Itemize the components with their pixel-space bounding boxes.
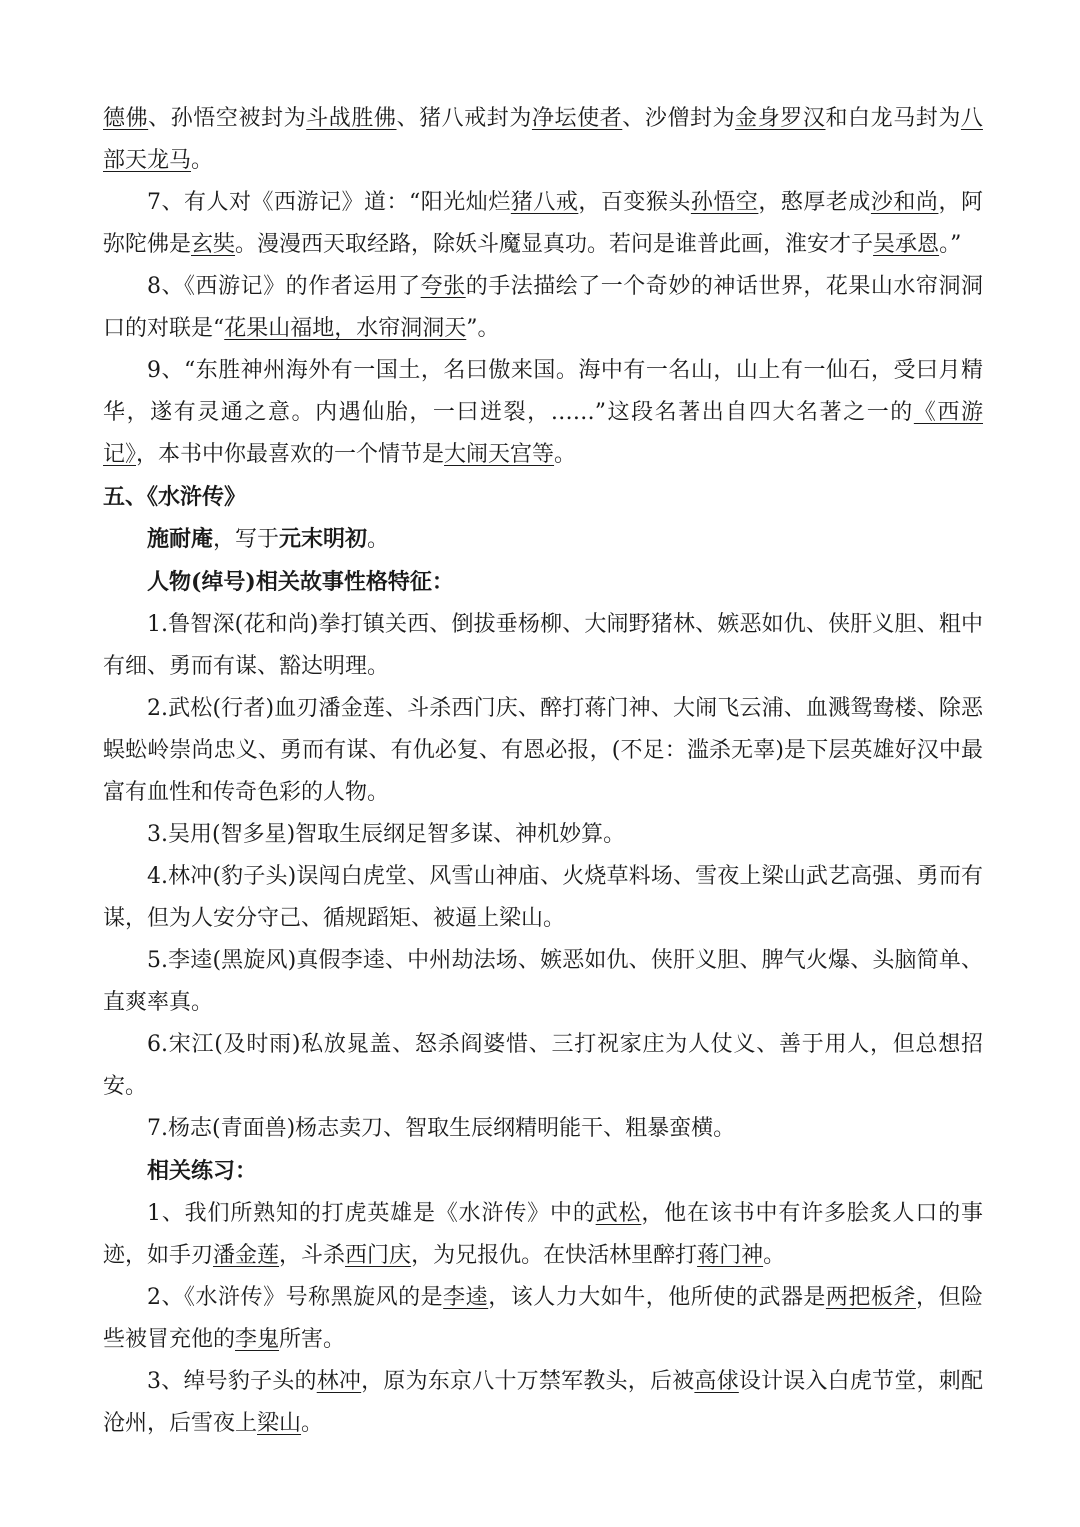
- text-run: 1、我们所熟知的打虎英雄是《水浒传》中的: [147, 1201, 596, 1226]
- text-run: 4.林冲(豹子头)误闯白虎堂、风雪山神庙、火烧草料场、雪夜上梁山武艺高强、勇而有谋，但为人安分守己、循规蹈矩、被逼上梁山。: [103, 864, 983, 931]
- text-run: 设计误入白虎节堂，刺配沧州，后雪夜上: [103, 1369, 983, 1436]
- paragraph-p-c7: [103, 1108, 983, 1150]
- answer-underlined: 八部天龙马: [103, 106, 983, 173]
- answer-underlined: 高俅: [694, 1369, 739, 1394]
- paragraph-p-c6: [103, 1024, 983, 1108]
- text-run: ”。: [466, 316, 500, 341]
- text-run: 5.李逵(黑旋风)真假李逵、中州劫法场、嫉恶如仇、侠肝义胆、脾气火爆、头脑简单、直爽率真。: [103, 948, 983, 1015]
- text-run: 、猪八戒封为: [396, 106, 532, 131]
- bold-text: 人物(绰号)相关故事性格特征：: [147, 569, 454, 595]
- text-run: 、沙僧封为: [622, 106, 736, 131]
- text-run: 3.吴用(智多星)智取生辰纲足智多谋、神机妙算。: [147, 822, 626, 847]
- text-run: 。: [367, 527, 390, 552]
- answer-underlined: 德佛: [103, 106, 149, 131]
- text-run: 。: [191, 148, 214, 173]
- answer-underlined: 玄奘: [191, 232, 236, 257]
- answer-underlined: 金身罗汉: [735, 106, 826, 131]
- answer-underlined: 大闹天宫等: [444, 442, 555, 467]
- text-run: 。: [763, 1243, 786, 1268]
- answer-underlined: 两把板斧: [825, 1285, 916, 1310]
- answer-underlined: 《西游记》: [103, 400, 983, 467]
- answer-underlined: 沙和尚: [870, 190, 939, 215]
- paragraph-p-c4: [103, 856, 983, 940]
- answer-underlined: 夸张: [420, 274, 466, 299]
- text-run: ，该人力大如牛，他所使的武器是: [488, 1285, 826, 1310]
- text-run: 所害。: [279, 1327, 346, 1352]
- paragraph-p-author: [103, 518, 983, 561]
- answer-underlined: 李逵: [443, 1285, 489, 1310]
- text-run: ，百变猴头: [578, 190, 691, 215]
- answer-underlined: 净坛使者: [531, 106, 623, 131]
- paragraph-p-c1: [103, 604, 983, 688]
- text-run: 7、有人对《西游记》道：“阳光灿烂: [147, 190, 511, 215]
- bold-text: 施耐庵: [147, 526, 214, 552]
- answer-underlined: 蒋门神: [697, 1243, 764, 1268]
- text-run: 、孙悟空被封为: [148, 106, 307, 131]
- text-run: 3、绰号豹子头的: [147, 1369, 317, 1394]
- text-run: 1.鲁智深(花和尚)拳打镇关西、倒拔垂杨柳、大闹野猪林、嫉恶如仇、侠肝义胆、粗中有细、勇而有谋、豁达明理。: [103, 612, 983, 679]
- text-run: 8、《西游记》的作者运用了: [147, 274, 421, 299]
- document-page: [103, 98, 983, 1445]
- text-run: 2.武松(行者)血刃潘金莲、斗杀西门庆、醉打蒋门神、大闹飞云浦、血溅鸳鸯楼、除恶蜈蚣岭崇尚忠义、勇而有谋、有仇必复、有恩必报，(不足：滥杀无辜)是下层英雄好汉中最富有血性和传奇色彩的人物。: [103, 696, 983, 805]
- text-run: ，原为东京八十万禁军教头，后被: [361, 1369, 695, 1394]
- paragraph-p-7: [103, 182, 983, 266]
- paragraph-p-c5: [103, 940, 983, 1024]
- answer-underlined: 武松: [595, 1201, 642, 1226]
- text-run: 和白龙马封为: [825, 106, 961, 131]
- bold-text: 元末明初: [279, 526, 368, 552]
- text-run: 7.杨志(青面兽)杨志卖刀、智取生辰纲精明能干、粗暴蛮横。: [147, 1116, 736, 1141]
- text-run: 。: [554, 442, 577, 467]
- text-run: 。: [301, 1411, 324, 1436]
- paragraph-p-8: [103, 266, 983, 350]
- text-run: ，写于: [213, 527, 280, 552]
- paragraph-p-e1: [103, 1193, 983, 1277]
- answer-underlined: 猪八戒: [510, 190, 579, 215]
- text-run: 。漫漫西天取经路，除妖斗魔显真功。若问是谁普此画，淮安才子: [235, 232, 874, 257]
- text-run: ，憨厚老成: [758, 190, 871, 215]
- text-run: ，但险些被冒充他的: [103, 1285, 983, 1352]
- text-run: ，阿弥陀佛是: [103, 190, 983, 257]
- text-run: 2、《水浒传》号称黑旋风的是: [147, 1285, 444, 1310]
- paragraph-p-e2: [103, 1277, 983, 1361]
- paragraph-p-c3: [103, 814, 983, 856]
- answer-underlined: 林冲: [316, 1369, 362, 1394]
- paragraph-p-c2: [103, 688, 983, 814]
- section-heading: [103, 476, 983, 518]
- answer-underlined: 孙悟空: [690, 190, 759, 215]
- answer-underlined: 潘金莲: [213, 1243, 280, 1268]
- answer-underlined: 西门庆: [345, 1243, 412, 1268]
- answer-underlined: 吴承恩: [873, 232, 940, 257]
- text-run: ，为兄报仇。在快活林里醉打: [411, 1243, 698, 1268]
- paragraph-p-cont: [103, 98, 983, 182]
- text-run: ，他在该书中有许多脍炙人口的事迹，如手刃: [103, 1201, 983, 1268]
- paragraph-p-e3: [103, 1361, 983, 1445]
- answer-underlined: 李鬼: [235, 1327, 280, 1352]
- text-run: ，斗杀: [279, 1243, 346, 1268]
- paragraph-p-ex-title: [103, 1150, 983, 1193]
- answer-underlined: 梁山: [257, 1411, 302, 1436]
- answer-underlined: 斗战胜佛: [306, 106, 397, 131]
- text-run: 五、《水浒传》: [103, 484, 247, 510]
- text-run: 的手法描绘了一个奇妙的神话世界，花果山水帘洞洞口的对联是“: [103, 274, 983, 341]
- paragraph-p-chars-title: [103, 561, 983, 604]
- text-run: 。”: [939, 232, 962, 257]
- answer-underlined: 花果山福地，水帘洞洞天: [224, 316, 467, 341]
- text-run: 9、“东胜神州海外有一国土，名曰傲来国。海中有一名山，山上有一仙石，受曰月精华，遂有灵通之意。内遇仙胎，一曰迸裂，……”这段名著出自四大名著之一的: [103, 358, 983, 425]
- text-run: ，本书中你最喜欢的一个情节是: [136, 442, 445, 467]
- paragraph-p-9: [103, 350, 983, 476]
- text-run: 6.宋江(及时雨)私放晁盖、怒杀阎婆惜、三打祝家庄为人仗义、善于用人，但总想招安。: [103, 1032, 983, 1099]
- bold-text: 相关练习：: [147, 1158, 258, 1184]
